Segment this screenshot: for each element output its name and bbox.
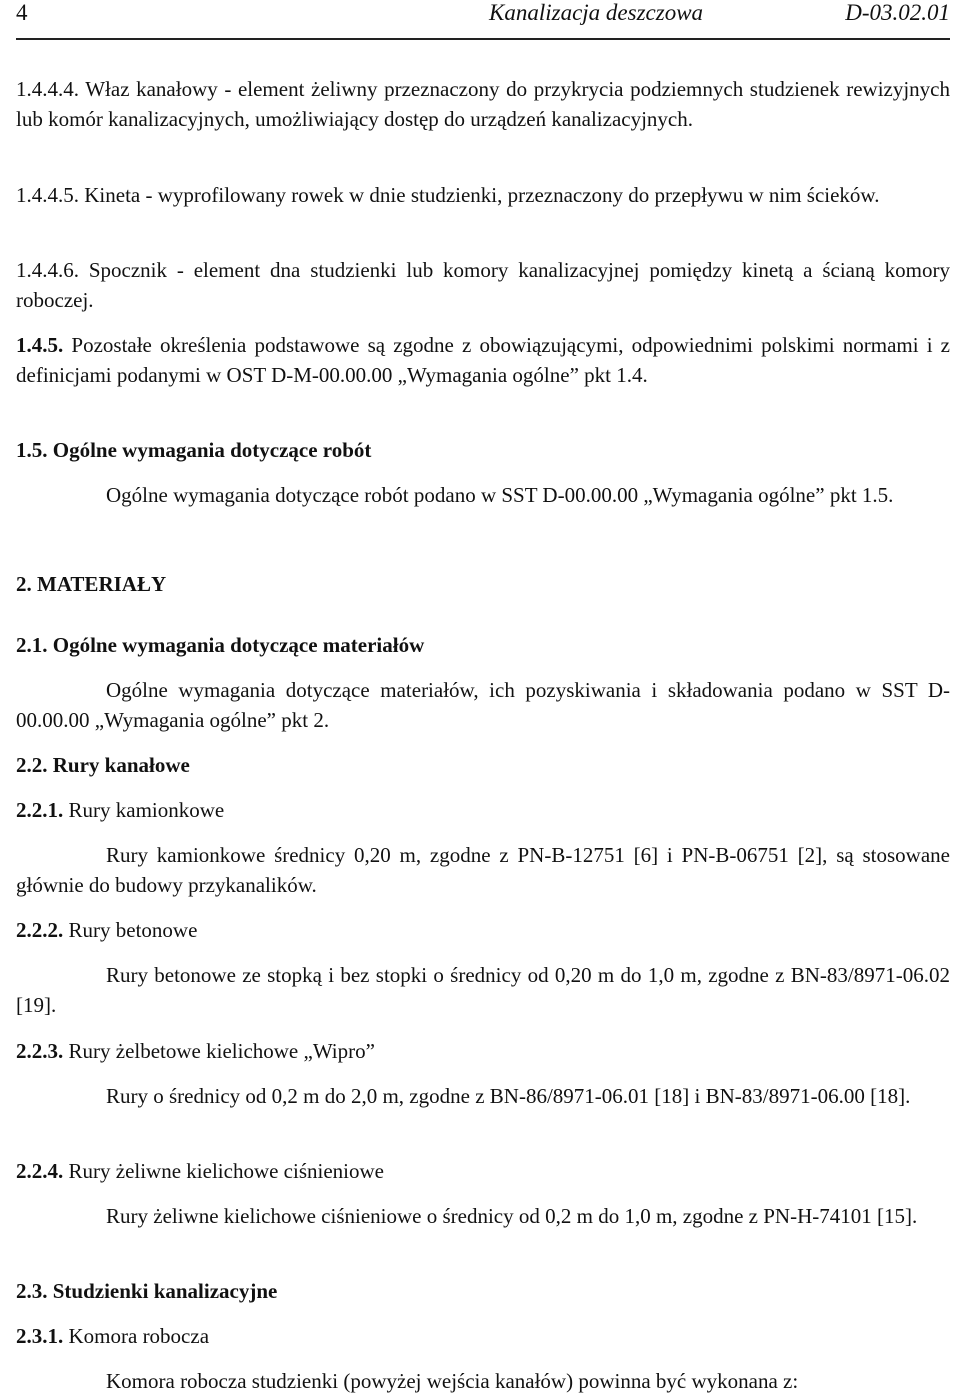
heading-2-2-1 <box>16 795 950 825</box>
section-number: 1.4.4.5. <box>16 183 79 207</box>
page-header <box>16 0 950 40</box>
paragraph-1-4-5 <box>16 330 950 390</box>
paragraph-2-2-2: Rury betonowe ze stopką i bez stopki o średnicy od 0,20 m do 1,0 m, zgodne z BN-83/8971-06.02 [19]. <box>16 963 950 1017</box>
heading-text: Rury kamionkowe <box>63 798 225 822</box>
paragraph-text: Spocznik - element dna studzienki lub komory kanalizacyjnej pomiędzy kinetą a ścianą komory roboczej. <box>16 258 950 312</box>
paragraph-1-4-4-6 <box>16 255 950 315</box>
heading-2-3: 2.3. Studzienki kanalizacyjne <box>16 1279 278 1303</box>
paragraph-text: Pozostałe określenia podstawowe są zgodne z obowiązującymi, odpowiednimi polskimi normami i z definicjami podanymi w OST D-M-00.00.00 „Wymagania ogólne” pkt 1.4. <box>16 333 950 387</box>
section-number: 2.2.2. <box>16 918 64 942</box>
paragraph-2-3-1: Komora robocza studzienki (powyżej wejścia kanałów) powinna być wykonana z: <box>106 1369 799 1393</box>
heading-2-2: 2.2. Rury kanałowe <box>16 753 190 777</box>
heading-text: Rury żelbetowe kielichowe „Wipro” <box>63 1039 375 1063</box>
section-number: 2.2.3. <box>16 1039 64 1063</box>
heading-text: Rury betonowe <box>63 918 198 942</box>
heading-1-5: 1.5. Ogólne wymagania dotyczące robót <box>16 438 372 462</box>
section-number: 1.4.5. <box>16 333 64 357</box>
section-number: 2.2.4. <box>16 1159 64 1183</box>
heading-text: Rury żeliwne kielichowe ciśnieniowe <box>63 1159 384 1183</box>
paragraph-2-2-4: Rury żeliwne kielichowe ciśnieniowe o średnicy od 0,2 m do 1,0 m, zgodne z PN-H-74101 [15]. <box>106 1204 918 1228</box>
heading-2-1: 2.1. Ogólne wymagania dotyczące materiałów <box>16 633 425 657</box>
page-number: 4 <box>16 0 28 25</box>
document-code: D-03.02.01 <box>845 0 950 25</box>
heading-2-3-1 <box>16 1321 950 1351</box>
heading-2-2-3 <box>16 1036 950 1066</box>
paragraph-2-2-1: Rury kamionkowe średnicy 0,20 m, zgodne z PN-B-12751 [6] i PN-B-06751 [2], są stosowane głównie do budowy przykanalików. <box>16 843 950 897</box>
paragraph-1-4-4-4 <box>16 74 950 134</box>
section-number: 1.4.4.6. <box>16 258 79 282</box>
paragraph-1-4-4-5 <box>16 180 950 210</box>
heading-text: Komora robocza <box>63 1324 210 1348</box>
paragraph-1-5: Ogólne wymagania dotyczące robót podano w SST D-00.00.00 „Wymagania ogólne” pkt 1.5. <box>106 483 894 507</box>
section-number: 2.3.1. <box>16 1324 64 1348</box>
heading-2-2-2 <box>16 915 950 945</box>
heading-2-2-4 <box>16 1156 950 1186</box>
paragraph-text: Kineta - wyprofilowany rowek w dnie studzienki, przeznaczony do przepływu w nim ścieków. <box>79 183 880 207</box>
document-title: Kanalizacja deszczowa <box>489 0 704 25</box>
heading-2-materialy: 2. MATERIAŁY <box>16 572 167 596</box>
paragraph-2-1: Ogólne wymagania dotyczące materiałów, ich pozyskiwania i składowania podano w SST D-00.00.00 „Wymagania ogólne” pkt 2. <box>16 678 950 732</box>
paragraph-2-2-3: Rury o średnicy od 0,2 m do 2,0 m, zgodne z BN-86/8971-06.01 [18] i BN-83/8971-06.00 [18]. <box>106 1084 911 1108</box>
paragraph-text: Właz kanałowy - element żeliwny przeznaczony do przykrycia podziemnych studzienek rewizyjnych lub komór kanalizacyjnych, umożliwiający dostęp do urządzeń kanalizacyjnych. <box>16 77 950 131</box>
section-number: 1.4.4.4. <box>16 77 79 101</box>
section-number: 2.2.1. <box>16 798 64 822</box>
